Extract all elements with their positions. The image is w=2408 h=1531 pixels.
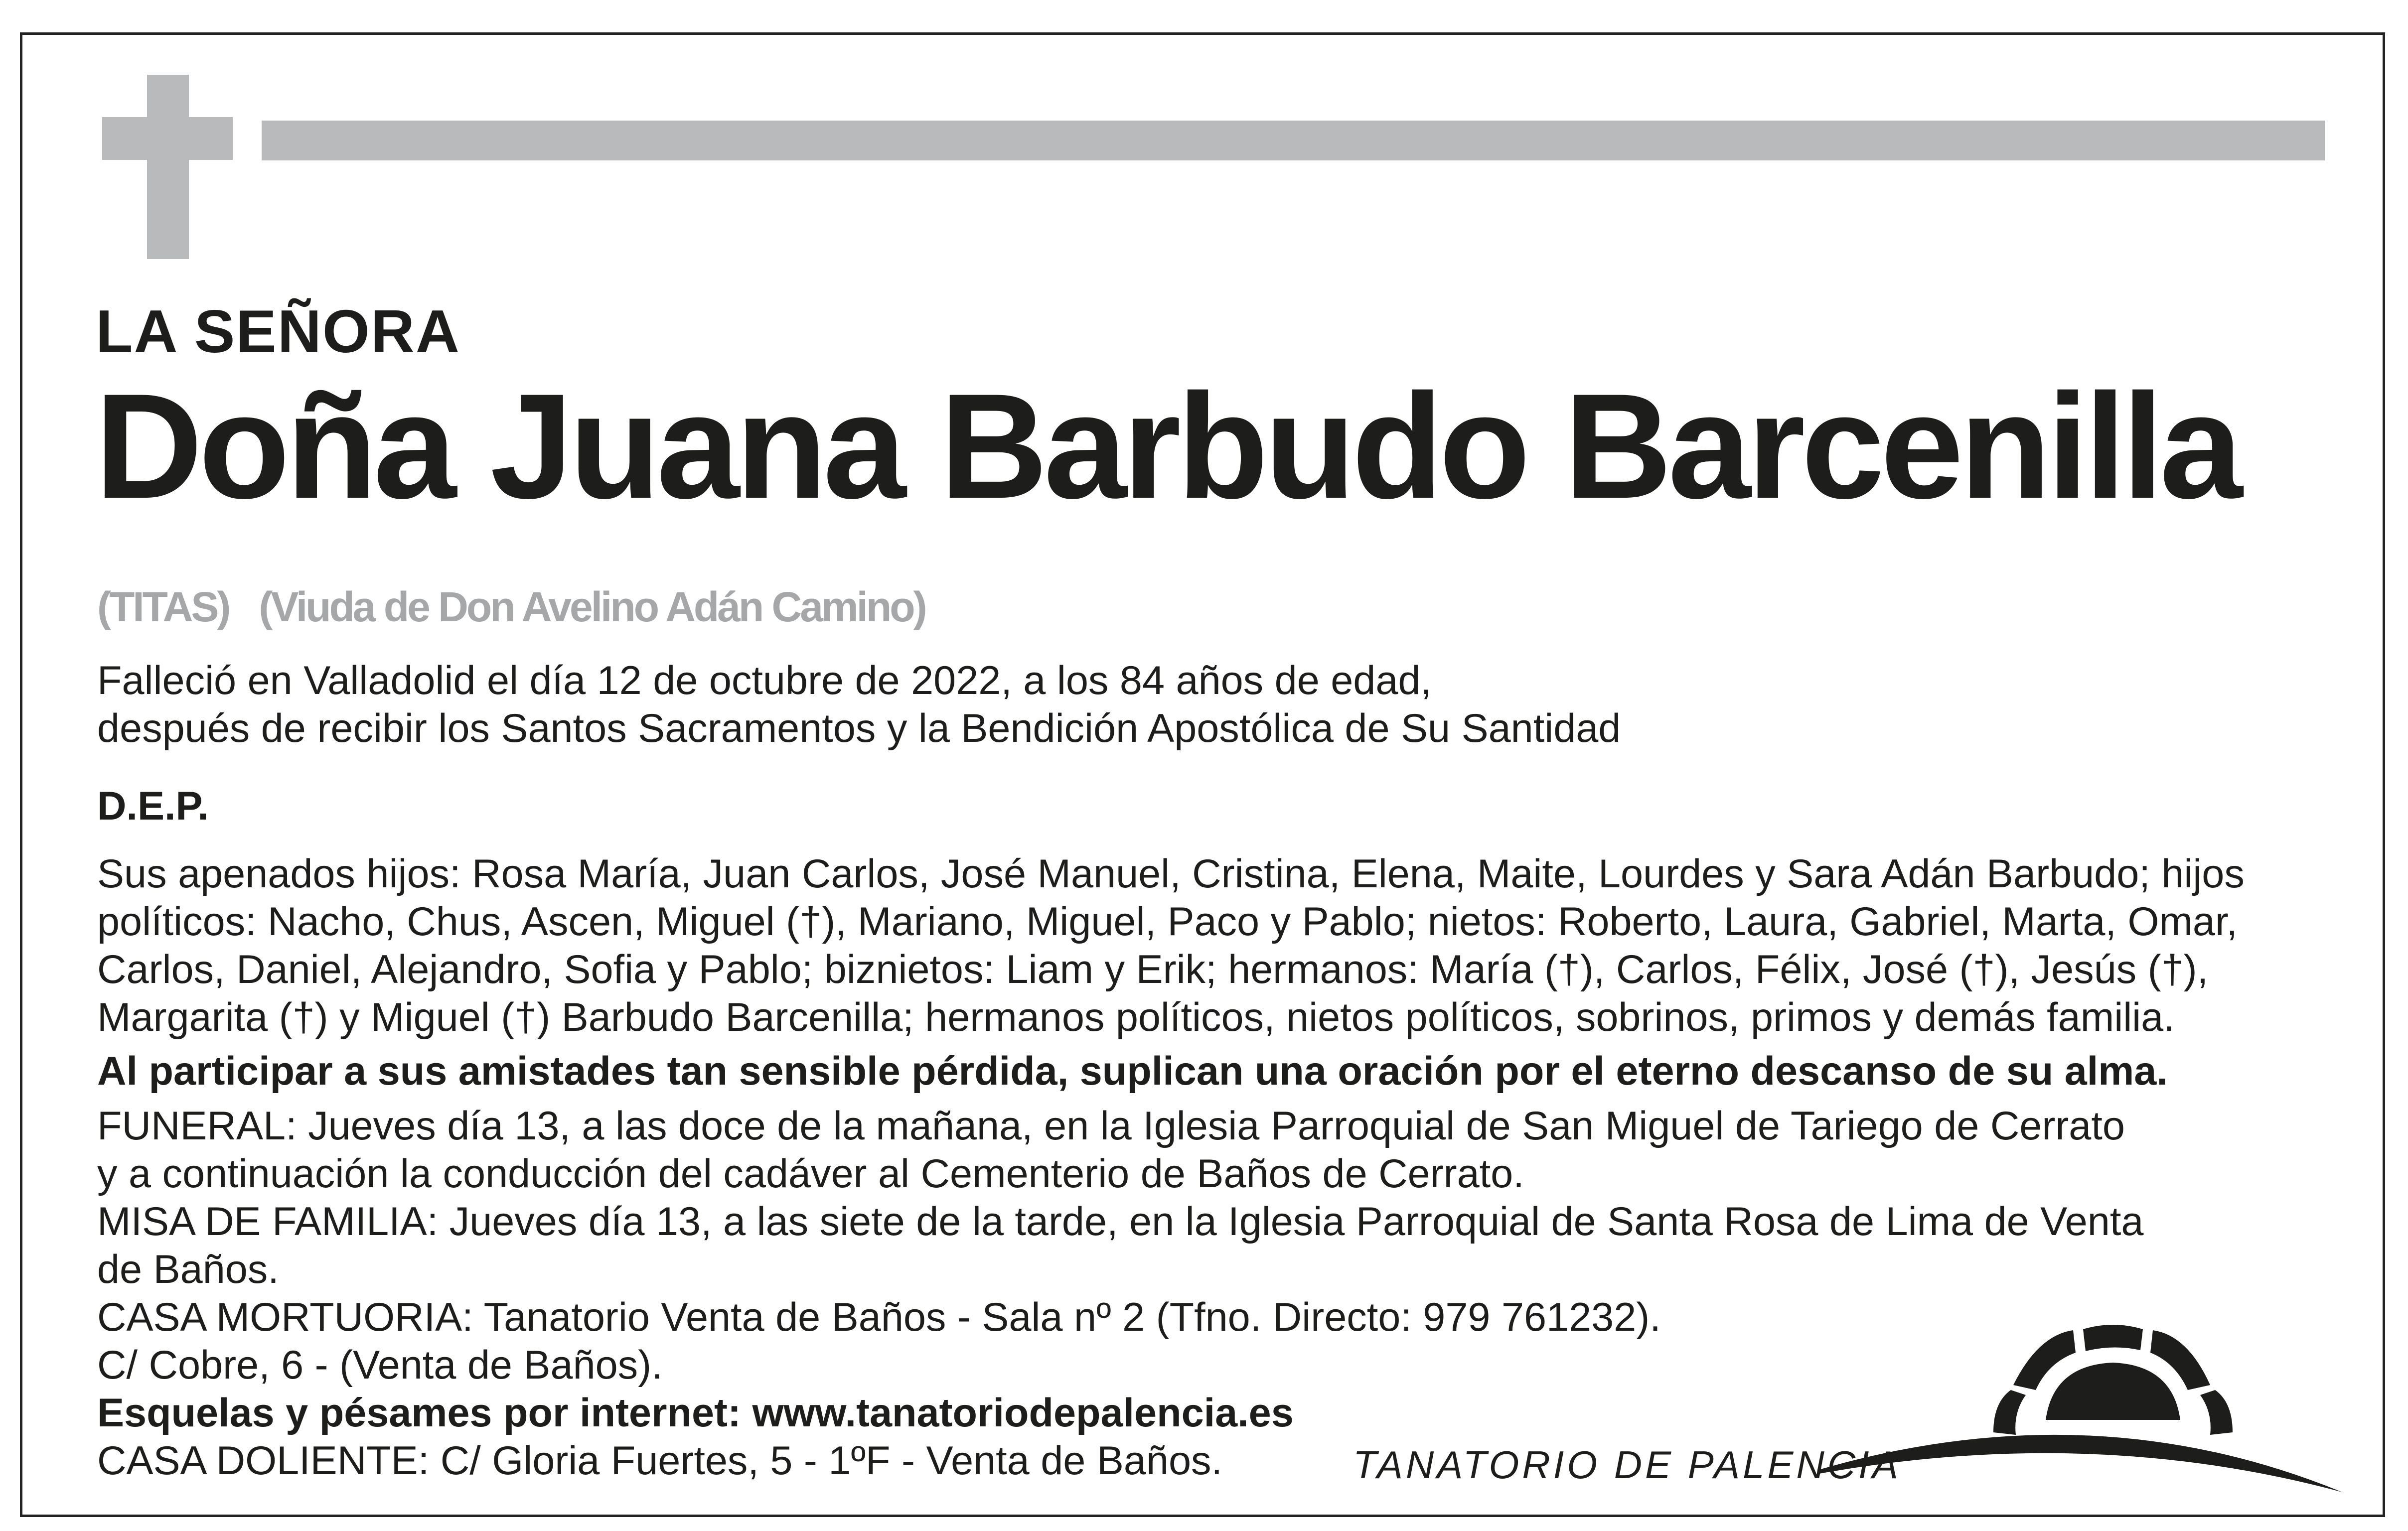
header-bar [262, 121, 2325, 160]
funeral-line-2: y a continuación la conducción del cadáver al Cementerio de Baños de Cerrato. [97, 1151, 1524, 1196]
cross-icon-vertical [147, 75, 189, 259]
family-line-3: Carlos, Daniel, Alejandro, Sofia y Pablo; biznietos: Liam y Erik; hermanos: María (†), Carlos, Félix, José (†), Jesús (†), [97, 947, 2209, 992]
misa-line-2: de Baños. [97, 1247, 279, 1292]
cross-icon-horizontal [102, 117, 233, 160]
internet-info: Esquelas y pésames por internet: www.tanatoriodepalencia.es [97, 1391, 1294, 1435]
family-line-1: Sus apenados hijos: Rosa María, Juan Carlos, José Manuel, Cristina, Elena, Maite, Lourdes y Sara Adán Barbudo; hijos [97, 851, 2245, 896]
death-notice-line-2: después de recibir los Santos Sacramentos y la Bendición Apostólica de Su Santidad [97, 706, 1621, 751]
casa-mortuoria-line-1: CASA MORTUORIA: Tanatorio Venta de Baños - Sala nº 2 (Tfno. Directo: 979 761232). [97, 1295, 1661, 1340]
subtitle [97, 583, 925, 631]
family-line-2: políticos: Nacho, Chus, Ascen, Miguel (†), Mariano, Miguel, Paco y Pablo; nietos: Roberto, Laura, Gabriel, Marta, Omar, [97, 899, 2238, 944]
title-small: LA SEÑORA [96, 297, 460, 365]
funeral-line-1: FUNERAL: Jueves día 13, a las doce de la mañana, en la Iglesia Parroquial de San Miguel de Tariego de Cerrato [97, 1104, 2125, 1148]
death-notice-line-1: Falleció en Valladolid el día 12 de octubre de 2022, a los 84 años de edad, [97, 658, 1432, 703]
misa-line-1: MISA DE FAMILIA: Jueves día 13, a las siete de la tarde, en la Iglesia Parroquial de Santa Rosa de Lima de Venta [97, 1199, 2144, 1244]
widow-of: (Viuda de Don Avelino Adán Camino) [259, 583, 925, 630]
dep: D.E.P. [97, 784, 209, 829]
family-line-4: Margarita (†) y Miguel (†) Barbudo Barcenilla; hermanos políticos, nietos políticos, sobrinos, primos y demás familia. [97, 995, 2175, 1040]
prayer-request: Al participar a sus amistades tan sensible pérdida, suplican una oración por el eterno descanso de su alma. [97, 1049, 2168, 1094]
nickname: (TITAS) [97, 583, 229, 630]
casa-mortuoria-line-2: C/ Cobre, 6 - (Venta de Baños). [97, 1343, 663, 1388]
tanatorio-logo [1346, 1315, 2362, 1515]
casa-doliente: CASA DOLIENTE: C/ Gloria Fuertes, 5 - 1ºF - Venta de Baños. [97, 1438, 1222, 1483]
deceased-name: Doña Juana Barbudo Barcenilla [95, 362, 2239, 530]
logo-text: TANATORIO DE PALENCIA [1353, 1443, 1901, 1487]
